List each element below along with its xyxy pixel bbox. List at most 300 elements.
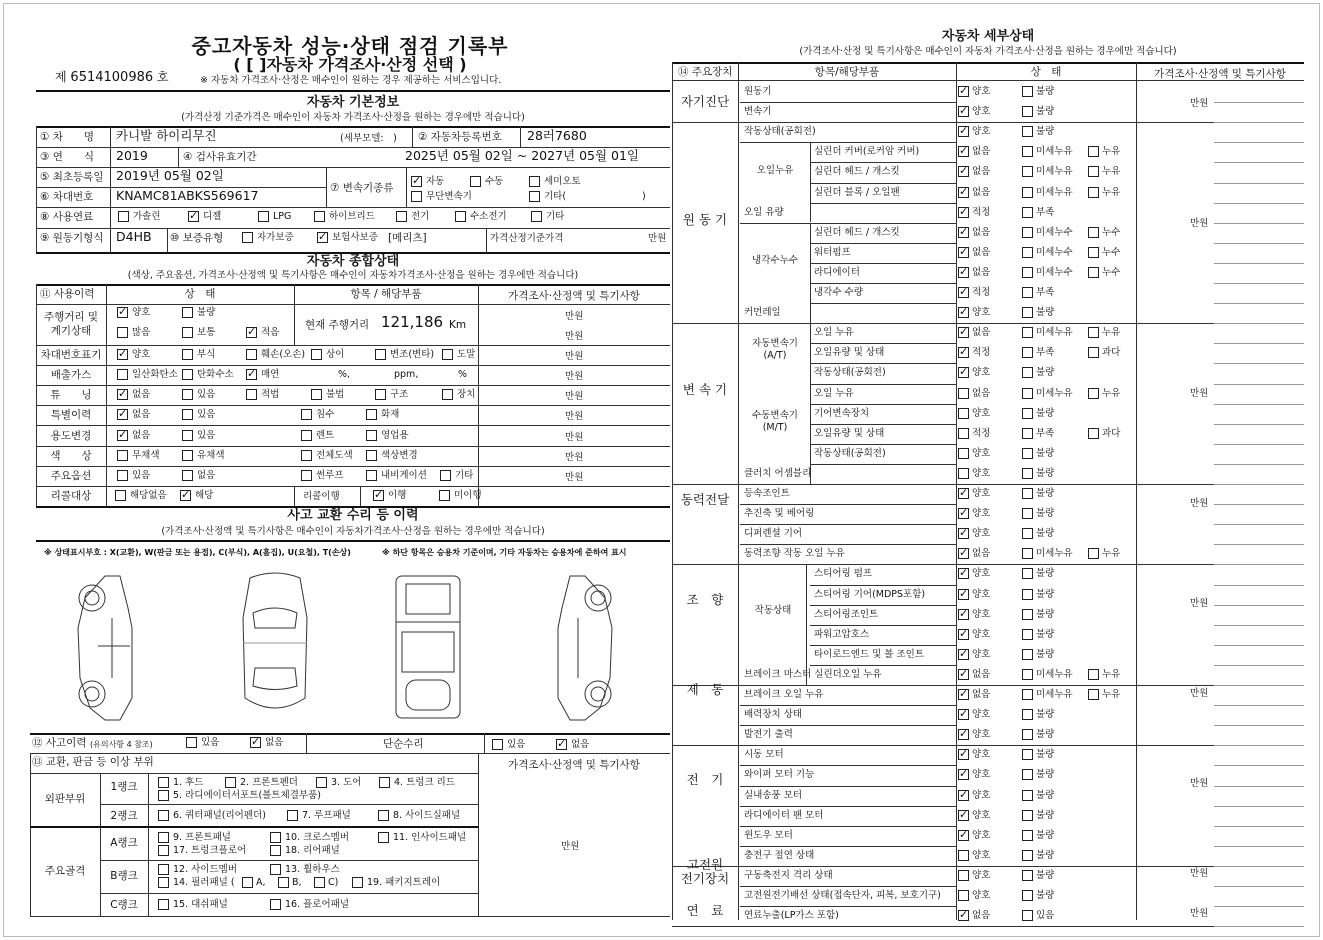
mileage-good-checkbox[interactable] [117, 307, 128, 318]
part16-checkbox[interactable] [270, 899, 281, 910]
detail-state-checkbox[interactable] [958, 709, 969, 720]
detail-state-checkbox[interactable] [1022, 890, 1033, 901]
detail-state-checkbox[interactable] [1022, 709, 1033, 720]
detail-state-checkbox[interactable] [958, 408, 969, 419]
detail-state-checkbox[interactable] [958, 890, 969, 901]
detail-state-checkbox[interactable] [1022, 689, 1033, 700]
usage-rent-checkbox[interactable] [301, 430, 312, 441]
usage-exist-checkbox[interactable] [182, 430, 193, 441]
detail-state-checkbox[interactable] [1088, 689, 1099, 700]
options-navi-checkbox[interactable] [366, 470, 377, 481]
basic-info-note: (가격산정 기준가격은 매수인이 자동차 가격조사·산정을 원하는 경우에만 적습니다) [181, 112, 525, 123]
color-achro-checkbox[interactable] [117, 450, 128, 461]
color-chro-label: 유채색 [197, 450, 225, 461]
detail-item-label: 발전기 출력 [744, 729, 793, 740]
detail-state-checkbox[interactable] [1022, 870, 1033, 881]
detail-state-label: 누유 [1102, 689, 1121, 700]
options-none-checkbox[interactable] [182, 470, 193, 481]
detail-state-checkbox[interactable] [958, 830, 969, 841]
label-fuel: ⑧ 사용연료 [40, 211, 94, 223]
detail-state-label: 미세누유 [1036, 166, 1073, 177]
options-navi-label: 내비게이션 [381, 470, 427, 481]
detail-state-checkbox[interactable] [1022, 247, 1033, 258]
color-fullpaint-checkbox[interactable] [301, 450, 312, 461]
detail-state-label: 누수 [1102, 267, 1121, 278]
detail-state-checkbox[interactable] [1022, 568, 1033, 579]
detail-state-label: 미세누유 [1036, 146, 1073, 157]
part8-checkbox[interactable] [378, 810, 389, 821]
accident-none-checkbox[interactable] [250, 737, 261, 748]
sub-steer-op: 작동상태 [754, 605, 792, 616]
detail-state-checkbox[interactable] [1022, 267, 1033, 278]
repair-exist-checkbox[interactable] [492, 739, 503, 750]
detail-state-checkbox[interactable] [1022, 669, 1033, 680]
detail-state-checkbox[interactable] [958, 267, 969, 278]
detail-state-checkbox[interactable] [1022, 207, 1033, 218]
detail-col-price: 가격조사·산정액 및 특기사항 [1154, 68, 1286, 80]
part12-checkbox[interactable] [158, 864, 169, 875]
options-etc-checkbox[interactable] [440, 470, 451, 481]
detail-state-checkbox[interactable] [958, 850, 969, 861]
detail-state-checkbox[interactable] [1088, 227, 1099, 238]
detail-state-checkbox[interactable] [1088, 146, 1099, 157]
detail-state-label: 부족 [1036, 347, 1055, 358]
gas-smoke-checkbox[interactable] [246, 369, 257, 380]
detail-state-label: 불량 [1036, 508, 1055, 519]
color-change-checkbox[interactable] [366, 450, 377, 461]
detail-state-label: 양호 [972, 790, 991, 801]
fuel-hydrogen-checkbox[interactable] [455, 211, 466, 222]
detail-state-checkbox[interactable] [1022, 367, 1033, 378]
part14-checkbox[interactable] [158, 877, 169, 888]
part12-label: 12. 사이드멤버 [173, 864, 238, 875]
detail-state-checkbox[interactable] [958, 629, 969, 640]
history-none-checkbox[interactable] [117, 409, 128, 420]
trans-auto-checkbox[interactable] [411, 176, 422, 187]
detail-state-checkbox[interactable] [958, 649, 969, 660]
detail-state-checkbox[interactable] [1022, 388, 1033, 399]
document-number [55, 68, 169, 85]
part11-checkbox[interactable] [378, 832, 389, 843]
detail-state-checkbox[interactable] [1022, 307, 1033, 318]
detail-state-checkbox[interactable] [958, 327, 969, 338]
tuning-device-checkbox[interactable] [442, 389, 453, 400]
detail-state-checkbox[interactable] [1022, 428, 1033, 439]
gas-co-checkbox[interactable] [117, 369, 128, 380]
won-electric: 만원 [1190, 778, 1209, 789]
part14a-checkbox[interactable] [242, 877, 253, 888]
detail-state-checkbox[interactable] [1088, 669, 1099, 680]
detail-state-checkbox[interactable] [958, 367, 969, 378]
detail-state-checkbox[interactable] [1022, 106, 1033, 117]
detail-state-checkbox[interactable] [958, 287, 969, 298]
gas-won: 만원 [565, 371, 584, 382]
detail-state-label: 누수 [1102, 227, 1121, 238]
part18-checkbox[interactable] [270, 845, 281, 856]
trans-auto-label: 자동 [426, 176, 445, 187]
detail-state-checkbox[interactable] [958, 126, 969, 137]
detail-state-checkbox[interactable] [1022, 227, 1033, 238]
section-fuel: 연 료 [686, 903, 724, 918]
plate-damage-label: 훼손(오손) [261, 349, 306, 360]
warranty-insurer-checkbox[interactable] [317, 232, 328, 243]
section-electric: 전 기 [686, 772, 724, 787]
sub-mt: 수동변속기 (M/T) [752, 410, 798, 433]
plate-modified-checkbox[interactable] [375, 349, 386, 360]
detail-state-label: 불량 [1036, 488, 1055, 499]
detail-state-checkbox[interactable] [1088, 388, 1099, 399]
won-self-diag: 만원 [1190, 98, 1209, 109]
part14b-checkbox[interactable] [278, 877, 289, 888]
trans-manual-checkbox[interactable] [470, 176, 481, 187]
detail-state-checkbox[interactable] [1022, 769, 1033, 780]
gas-hc-checkbox[interactable] [182, 369, 193, 380]
won-hv: 만원 [1190, 868, 1209, 879]
history-exist-checkbox[interactable] [182, 409, 193, 420]
detail-state-checkbox[interactable] [958, 187, 969, 198]
detail-state-checkbox[interactable] [958, 870, 969, 881]
fuel-electric-checkbox[interactable] [396, 211, 407, 222]
detail-state-checkbox[interactable] [1022, 548, 1033, 559]
options-exist-checkbox[interactable] [117, 470, 128, 481]
detail-state-checkbox[interactable] [1022, 86, 1033, 97]
detail-state-label: 미세누유 [1036, 548, 1073, 559]
plate-rust-checkbox[interactable] [182, 349, 193, 360]
detail-state-checkbox[interactable] [958, 609, 969, 620]
detail-state-checkbox[interactable] [1022, 468, 1033, 479]
detail-state-checkbox[interactable] [958, 428, 969, 439]
detail-state-checkbox[interactable] [1022, 166, 1033, 177]
base-price-unit: 만원 [648, 233, 667, 244]
fuel-lpg-checkbox[interactable] [258, 211, 269, 222]
part4-checkbox[interactable] [379, 777, 390, 788]
mileage-bad-checkbox[interactable] [182, 307, 193, 318]
simple-repair-label: 단순수리 [383, 738, 424, 750]
fuel-hybrid-label: 하이브리드 [329, 211, 375, 222]
history-flood-checkbox[interactable] [301, 409, 312, 420]
tuning-exist-checkbox[interactable] [182, 389, 193, 400]
section-power: 동력전달 [680, 492, 730, 507]
detail-item-label: 커먼레일 [744, 307, 781, 318]
detail-state-checkbox[interactable] [958, 729, 969, 740]
detail-state-checkbox[interactable] [1022, 749, 1033, 760]
detail-state-checkbox[interactable] [1022, 408, 1033, 419]
detail-state-checkbox[interactable] [958, 910, 969, 921]
usage-biz-label: 영업용 [381, 430, 409, 441]
rank2-label: 2랭크 [110, 810, 138, 822]
mileage-bad-label: 불량 [197, 307, 216, 318]
detail-state-checkbox[interactable] [958, 790, 969, 801]
usage-biz-checkbox[interactable] [366, 430, 377, 441]
label-year: ③ 연 식 [40, 151, 95, 163]
tuning-legal-checkbox[interactable] [246, 389, 257, 400]
part14a-label: A, [256, 877, 266, 888]
trans-cvt-checkbox[interactable] [411, 191, 422, 202]
part9-checkbox[interactable] [158, 832, 169, 843]
part19-checkbox[interactable] [352, 877, 363, 888]
detail-state-checkbox[interactable] [1022, 629, 1033, 640]
detail-state-label: 누유 [1102, 166, 1121, 177]
history-flood-label: 침수 [316, 409, 335, 420]
detail-item-label: 타이로드엔드 및 볼 조인트 [814, 649, 925, 660]
label-inspection: ④ 검사유효기간 [183, 151, 257, 163]
detail-state-checkbox[interactable] [958, 488, 969, 499]
rank1-label: 1랭크 [110, 781, 138, 793]
detail-state-checkbox[interactable] [1022, 589, 1033, 600]
detail-state-checkbox[interactable] [1088, 327, 1099, 338]
detail-state-checkbox[interactable] [1088, 166, 1099, 177]
warranty-self-checkbox[interactable] [242, 232, 253, 243]
tuning-struct-checkbox[interactable] [375, 389, 386, 400]
recall-done-label-head: 리콜이행 [303, 491, 340, 502]
detail-state-label: 없음 [972, 247, 991, 258]
part18-label: 18. 리어패널 [285, 845, 340, 856]
detail-state-label: 과다 [1102, 347, 1121, 358]
detail-state-checkbox[interactable] [1022, 146, 1033, 157]
detail-item-label: 파워고압호스 [814, 629, 870, 640]
recall-notdone-checkbox[interactable] [439, 490, 450, 501]
mileage-many-checkbox[interactable] [117, 327, 128, 338]
fuel-etc-label: 기타 [546, 211, 565, 222]
detail-state-checkbox[interactable] [1022, 126, 1033, 137]
fuel-etc-checkbox[interactable] [531, 211, 542, 222]
detail-state-label: 누유 [1102, 187, 1121, 198]
exchange-price-col: 가격조사·산정액 및 특기사항 [508, 759, 640, 771]
detail-state-checkbox[interactable] [1022, 910, 1033, 921]
part3-checkbox[interactable] [316, 777, 327, 788]
row-color: 색 상 [50, 450, 92, 462]
detail-state-checkbox[interactable] [958, 568, 969, 579]
part13-checkbox[interactable] [270, 864, 281, 875]
mileage-normal-label: 보통 [197, 327, 216, 338]
detail-state-checkbox[interactable] [1022, 187, 1033, 198]
detail-state-label: 없음 [972, 388, 991, 399]
detail-state-checkbox[interactable] [1088, 267, 1099, 278]
section-hv: 고전원 전기장치 [680, 857, 730, 886]
plate-diff-checkbox[interactable] [311, 349, 322, 360]
detail-state-checkbox[interactable] [958, 769, 969, 780]
plate-lost-checkbox[interactable] [442, 349, 453, 360]
detail-state-label: 불량 [1036, 649, 1055, 660]
part16-label: 16. 플로어패널 [285, 899, 350, 910]
part15-checkbox[interactable] [158, 899, 169, 910]
detail-state-label: 누수 [1102, 247, 1121, 258]
detail-state-checkbox[interactable] [1022, 609, 1033, 620]
detail-state-label: 미세누유 [1036, 327, 1073, 338]
plate-damage-checkbox[interactable] [246, 349, 257, 360]
fuel-hybrid-checkbox[interactable] [314, 211, 325, 222]
part5-checkbox[interactable] [158, 790, 169, 801]
detail-state-checkbox[interactable] [958, 548, 969, 559]
detail-state-checkbox[interactable] [1022, 488, 1033, 499]
gas-ppm: ppm, [394, 369, 419, 380]
detail-item-label: 구동축전지 격리 상태 [744, 870, 833, 881]
warranty-insurer-label: 보험사보증 [332, 232, 378, 243]
detail-state-label: 없음 [972, 327, 991, 338]
detail-state-checkbox[interactable] [1022, 528, 1033, 539]
recall-na-checkbox[interactable] [115, 490, 126, 501]
part11-label: 11. 인사이드패널 [393, 832, 467, 843]
part2-checkbox[interactable] [225, 777, 236, 788]
fuel-gasoline-checkbox[interactable] [118, 211, 129, 222]
detail-state-checkbox[interactable] [1088, 548, 1099, 559]
service-note: ※ 자동차 가격조사·산정은 매수인이 원하는 경우 제공하는 서비스입니다. [200, 75, 502, 86]
plate-good-label: 양호 [132, 349, 151, 360]
detail-item-label: 실린더 헤드 / 개스킷 [814, 227, 900, 238]
accident-history-label: ⑫ 사고이력 [32, 737, 87, 749]
detail-state-checkbox[interactable] [958, 86, 969, 97]
legend-basis: ※ 하단 항목은 승용차 기준이며, 기타 자동차는 승용차에 준하여 표시 [382, 548, 627, 557]
detail-state-checkbox[interactable] [1022, 830, 1033, 841]
label-model: ① 차 명 [40, 131, 95, 143]
part10-checkbox[interactable] [270, 832, 281, 843]
detail-col-state: 상 태 [1030, 66, 1062, 78]
summary-title: 자동차 종합상태 [306, 254, 400, 269]
won-brake: 만원 [1190, 688, 1209, 699]
detail-state-label: 양호 [972, 508, 991, 519]
detail-state-checkbox[interactable] [1088, 428, 1099, 439]
detail-state-checkbox[interactable] [1088, 187, 1099, 198]
tuning-illegal-checkbox[interactable] [311, 389, 322, 400]
mileage-value: 121,186 [381, 313, 444, 331]
detail-item-label: 실린더 헤드 / 개스킷 [814, 166, 900, 177]
detail-state-checkbox[interactable] [958, 448, 969, 459]
detail-state-label: 불량 [1036, 810, 1055, 821]
detail-state-checkbox[interactable] [1022, 649, 1033, 660]
history-won: 만원 [565, 411, 584, 422]
recall-yes-checkbox[interactable] [180, 490, 191, 501]
detail-state-checkbox[interactable] [1022, 729, 1033, 740]
detail-state-label: 불량 [1036, 870, 1055, 881]
detail-state-checkbox[interactable] [1088, 347, 1099, 358]
detail-item-label: 연료누출(LP가스 포함) [744, 910, 839, 921]
part1-checkbox[interactable] [158, 777, 169, 788]
detail-state-checkbox[interactable] [958, 166, 969, 177]
mileage-normal-checkbox[interactable] [182, 327, 193, 338]
detail-state-checkbox[interactable] [958, 749, 969, 760]
usage-none-checkbox[interactable] [117, 430, 128, 441]
detail-state-checkbox[interactable] [1022, 810, 1033, 821]
detail-state-checkbox[interactable] [1022, 347, 1033, 358]
main-frame-label: 주요골격 [44, 865, 86, 877]
color-chro-checkbox[interactable] [182, 450, 193, 461]
detail-item-label: 오일유량 및 상태 [814, 428, 885, 439]
plate-good-checkbox[interactable] [117, 349, 128, 360]
part9-label: 9. 프론트패널 [173, 832, 231, 843]
detail-col-main: ⑭ 주요장치 [678, 66, 733, 78]
detail-state-checkbox[interactable] [1022, 327, 1033, 338]
detail-state-label: 양호 [972, 870, 991, 881]
detail-state-label: 양호 [972, 729, 991, 740]
detail-item-label: 원동기 [744, 86, 772, 97]
detail-state-checkbox[interactable] [1088, 247, 1099, 258]
detail-state-checkbox[interactable] [958, 528, 969, 539]
detail-state-label: 양호 [972, 568, 991, 579]
detail-state-checkbox[interactable] [958, 508, 969, 519]
history-fire-checkbox[interactable] [366, 409, 377, 420]
label-reg-no: ② 자동차등록번호 [418, 131, 502, 143]
detail-state-checkbox[interactable] [958, 388, 969, 399]
detail-item-label: 오일 누유 [814, 388, 854, 399]
accident-exist-checkbox[interactable] [186, 737, 197, 748]
detail-state-label: 양호 [972, 769, 991, 780]
detail-state-checkbox[interactable] [958, 347, 969, 358]
fuel-gasoline-label: 가솔린 [133, 211, 161, 222]
part6-checkbox[interactable] [158, 810, 169, 821]
trans-semi-checkbox[interactable] [529, 176, 540, 187]
plate-rust-label: 부식 [197, 349, 216, 360]
detail-state-checkbox[interactable] [1022, 850, 1033, 861]
tuning-none-checkbox[interactable] [117, 389, 128, 400]
detail-state-checkbox[interactable] [958, 106, 969, 117]
fuel-diesel-checkbox[interactable] [188, 211, 199, 222]
gas-smoke-label: 매연 [261, 369, 280, 380]
doc-number-value: 6514100986 [70, 70, 154, 85]
detail-state-label: 누유 [1102, 327, 1121, 338]
part7-checkbox[interactable] [287, 810, 298, 821]
fuel-electric-label: 전기 [411, 211, 430, 222]
options-sunroof-checkbox[interactable] [301, 470, 312, 481]
car-top-diagram [225, 568, 325, 728]
car-right-side-diagram [540, 568, 640, 728]
detail-state-label: 불량 [1036, 830, 1055, 841]
detail-state-checkbox[interactable] [1022, 790, 1033, 801]
detail-state-checkbox[interactable] [1022, 508, 1033, 519]
part14-label: 14. 필러패널 ( [173, 877, 235, 888]
detail-state-label: 미세누유 [1036, 669, 1073, 680]
detail-state-label: 과다 [1102, 428, 1121, 439]
repair-none-checkbox[interactable] [556, 739, 567, 750]
detail-state-checkbox[interactable] [958, 146, 969, 157]
mileage-few-checkbox[interactable] [246, 327, 257, 338]
options-won: 만원 [565, 472, 584, 483]
detail-state-checkbox[interactable] [958, 207, 969, 218]
section-brake: 제 동 [686, 682, 724, 697]
detail-state-checkbox[interactable] [958, 307, 969, 318]
recall-done-checkbox[interactable] [373, 490, 384, 501]
detail-col-item: 항목/해당부품 [814, 66, 880, 78]
label-vin: ⑥ 차대번호 [40, 191, 94, 203]
won-engine: 만원 [1190, 218, 1209, 229]
detail-item-label: 오일 유량 [744, 207, 784, 218]
repair-none-label: 없음 [571, 739, 590, 750]
summary-note: (색상, 주요옵션, 가격조사·산정액 및 특기사항은 매수인이 자동차가격조사·산정을 원하는 경우에만 적습니다) [127, 270, 579, 281]
part14c-checkbox[interactable] [314, 877, 325, 888]
part17-checkbox[interactable] [158, 845, 169, 856]
summary-col-item: ⑪ 사용이력 [40, 288, 95, 300]
detail-state-checkbox[interactable] [958, 669, 969, 680]
detail-item-label: 실린더 블록 / 오일팬 [814, 187, 900, 198]
doc-suffix: 호 [156, 70, 169, 84]
detail-state-label: 불량 [1036, 749, 1055, 760]
detail-state-checkbox[interactable] [958, 810, 969, 821]
detail-state-checkbox[interactable] [1022, 287, 1033, 298]
detail-state-checkbox[interactable] [958, 247, 969, 258]
detail-state-checkbox[interactable] [958, 689, 969, 700]
color-won: 만원 [565, 452, 584, 463]
outer-parts-label: 외판부위 [44, 793, 86, 805]
trans-etc-checkbox[interactable] [529, 191, 540, 202]
detail-state-checkbox[interactable] [958, 227, 969, 238]
won-fuel: 만원 [1190, 908, 1209, 919]
detail-state-checkbox[interactable] [958, 589, 969, 600]
detail-state-label: 불량 [1036, 448, 1055, 459]
detail-state-label: 부족 [1036, 287, 1055, 298]
detail-state-checkbox[interactable] [1022, 448, 1033, 459]
won-power: 만원 [1190, 498, 1209, 509]
detail-item-label: 작동상태(공회전) [744, 126, 816, 137]
detail-state-checkbox[interactable] [958, 468, 969, 479]
